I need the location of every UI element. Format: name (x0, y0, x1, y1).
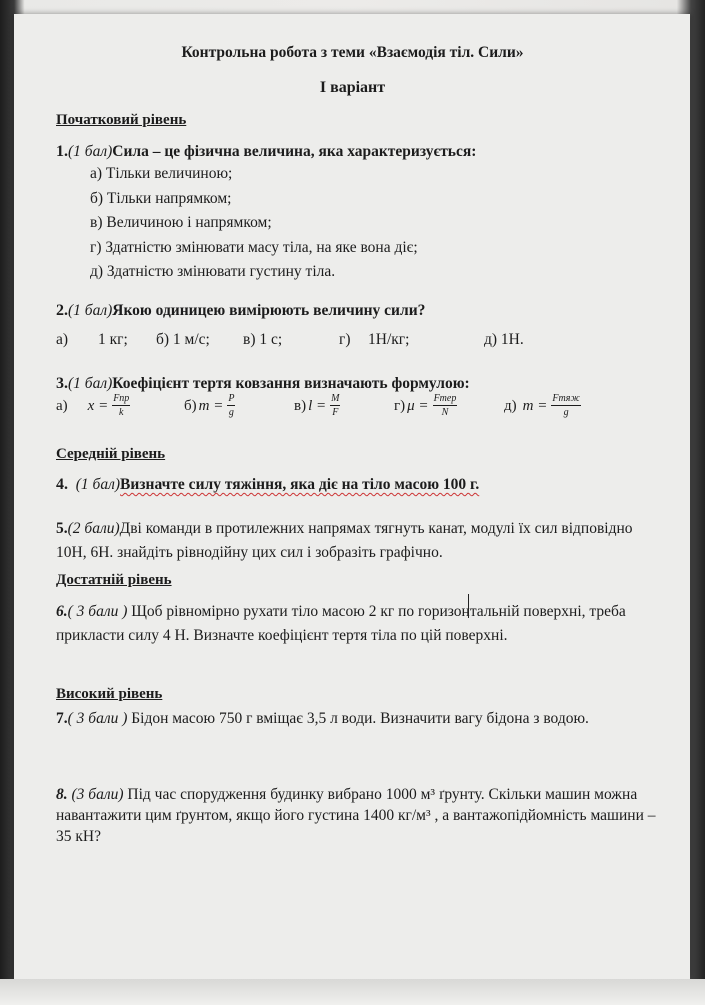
question-points: (1 бал) (68, 302, 113, 319)
fraction-denominator: k (119, 407, 124, 418)
formula-lhs: m = (522, 397, 548, 414)
fraction-denominator: N (441, 407, 449, 418)
question-points: ( 3 бали ) (67, 603, 128, 620)
question-4 (56, 474, 479, 496)
formula-lhs: x = (87, 397, 109, 414)
fraction-numerator: Fтяж (552, 393, 580, 404)
answer-c: в) 1 с; (243, 331, 283, 348)
formula-a (56, 393, 130, 419)
fraction-denominator: g (563, 407, 569, 418)
question-2-answers (56, 331, 576, 353)
question-number: 1. (56, 143, 68, 160)
question-stem: Якою одиницею вимірюють величину сили? (112, 302, 426, 319)
answer-label-d: г) (339, 331, 351, 348)
question-number: 7. (56, 710, 68, 727)
formula-fraction (433, 393, 458, 419)
question-points: (2 бали) (67, 520, 120, 537)
question-3-formulas (56, 393, 616, 433)
option-b: б) Тільки напрямком; (90, 189, 232, 207)
formula-fraction (112, 393, 130, 419)
question-1 (56, 141, 476, 163)
formula-label: г) (394, 397, 406, 414)
question-5 (56, 517, 666, 565)
question-text: Дві команди в протилежних напрямах тягнуть канат, модулі їх сил відповідно 10Н, 6Н. знайдіть рівнодійну цих сил і зобразіть графічно. (56, 520, 633, 561)
question-stem: Сила – це фізична величина, яка характеризується: (112, 143, 477, 160)
formula-e (504, 393, 581, 419)
question-points: (1 бал) (68, 375, 113, 392)
formula-label: а) (56, 397, 68, 414)
answer-b: б) 1 м/с; (156, 331, 210, 348)
section-sufficient-level: Достатній рівень (56, 572, 172, 588)
question-number: 6. (56, 603, 68, 620)
variant-label: І варіант (319, 79, 386, 96)
answer-label-a: а) (56, 331, 69, 348)
question-number: 3. (56, 375, 68, 392)
formula-c (294, 393, 340, 419)
formula-fraction (330, 393, 340, 419)
question-stem: Коефіцієнт тертя ковзання визначають формулою: (112, 375, 470, 392)
question-1-options (90, 162, 418, 285)
option-e: д) Здатністю змінювати густину тіла. (90, 263, 336, 280)
question-text: Щоб рівномірно рухати тіло масою 2 кг по горизонтальній поверхні, треба прикласти силу 4 Н. Визначте коефіцієнт тертя тіла по цій поверхні. (56, 603, 626, 644)
section-initial-level: Початковий рівень (56, 112, 187, 128)
document-title: Контрольна робота з теми «Взаємодія тіл. Сили» (181, 44, 524, 61)
question-points: (3 бали) (71, 786, 124, 803)
formula-lhs: l = (308, 397, 327, 414)
question-7 (56, 707, 666, 731)
fraction-numerator: P (228, 393, 235, 404)
question-points: (1 бал) (75, 476, 121, 493)
option-c: в) Величиною і напрямком; (90, 214, 272, 231)
section-middle-level: Середній рівень (56, 446, 166, 462)
question-6 (56, 600, 666, 648)
question-text: Бідон масою 750 г вміщає 3,5 л води. Визначити вагу бідона з водою. (131, 710, 589, 727)
fraction-numerator: Fтер (433, 393, 457, 404)
question-text: Під час спорудження будинку вибрано 1000 м³ ґрунту. Скільки машин можна навантажити цим ґрунтом, якщо його густина 1400 кг/м³ , а вантажопідйомність машини – 35 кН? (56, 786, 656, 845)
question-2 (56, 300, 425, 322)
question-8 (56, 784, 666, 847)
option-a: а) Тільки величиною; (90, 165, 233, 182)
option-d: г) Здатністю змінювати масу тіла, на яке вона діє; (90, 238, 418, 256)
question-number: 8. (56, 786, 68, 803)
formula-label: в) (294, 397, 307, 414)
fraction-numerator: M (331, 393, 340, 404)
section-high-level: Високий рівень (56, 686, 163, 702)
formula-lhs: m = (198, 397, 224, 414)
formula-fraction (227, 393, 235, 419)
question-3 (56, 373, 470, 395)
formula-lhs: μ = (407, 397, 429, 414)
desk-surface (0, 979, 705, 1005)
formula-label: д) (504, 397, 517, 414)
question-number: 2. (56, 302, 68, 319)
fraction-numerator: Fпр (113, 393, 130, 404)
question-number: 4. (56, 476, 68, 493)
formula-d (394, 393, 457, 419)
answer-e: д) 1Н. (484, 331, 524, 348)
formula-b (184, 393, 235, 419)
formula-label: б) (184, 397, 197, 414)
fraction-denominator: F (332, 407, 339, 418)
question-points: (1 бал) (68, 143, 113, 160)
text-cursor (468, 594, 479, 618)
answer-a: 1 кг; (98, 331, 128, 348)
question-points: ( 3 бали ) (67, 710, 128, 727)
answer-d: 1Н/кг; (368, 331, 410, 348)
question-number: 5. (56, 520, 68, 537)
formula-fraction (551, 393, 580, 419)
fraction-denominator: g (228, 407, 234, 418)
question-stem: Визначте силу тяжіння, яка діє на тіло масою 100 г. (120, 476, 480, 493)
